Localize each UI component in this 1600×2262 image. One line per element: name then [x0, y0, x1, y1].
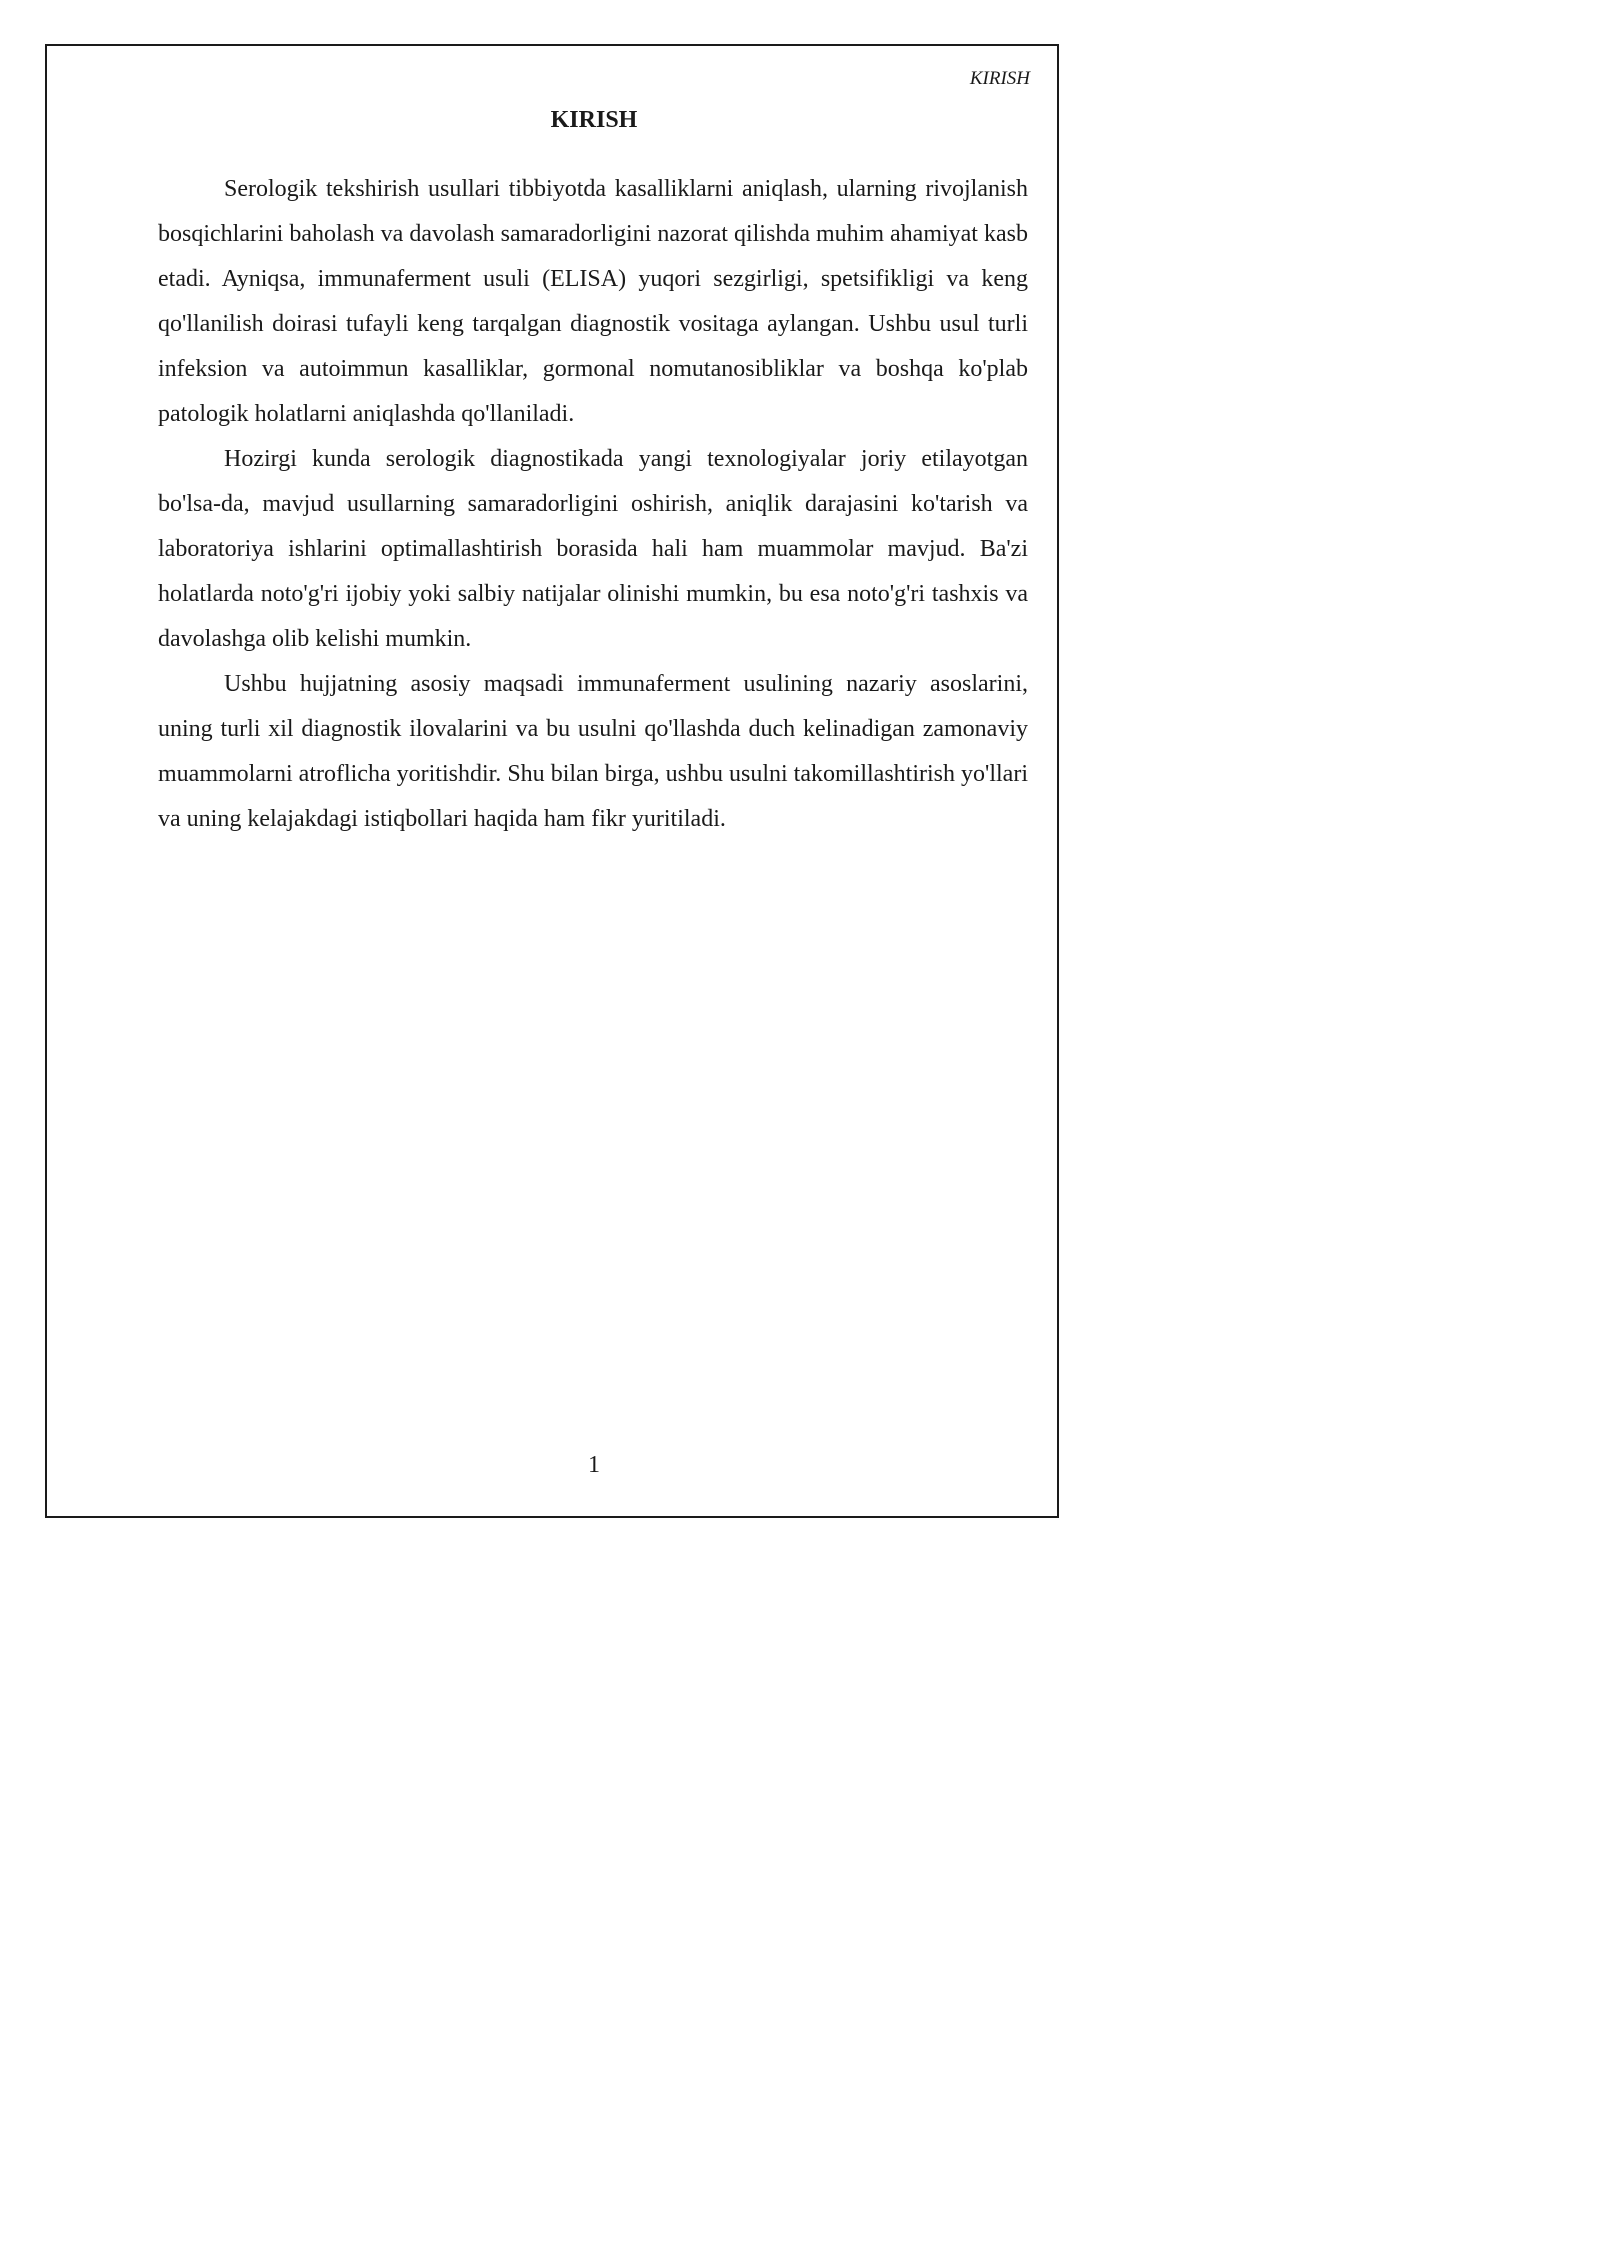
running-header: KIRISH: [969, 68, 1030, 89]
paragraph-3: Ushbu hujjatning asosiy maqsadi immunaferment usulining nazariy asoslarini, uning turli xil diagnostik ilovalarini va bu usulni qo'llashda duch kelinadigan zamonaviy muammolarni atroflicha yoritishdir. Shu bilan birga, ushbu usulni takomillashtirish yo'llari va uning kelajakdagi istiqbollari haqida ham fikr yuritiladi.: [158, 671, 1028, 832]
paragraph-1: Serologik tekshirish usullari tibbiyotda kasalliklarni aniqlash, ularning rivojlanish bosqichlarini baholash va davolash samaradorligini nazorat qilishda muhim ahamiyat kasb etadi. Ayniqsa, immunaferment usuli (ELISA) yuqori sezgirligi, spetsifikligi va keng qo'llanilish doirasi tufayli keng tarqalgan diagnostik vositaga aylangan. Ushbu usul turli infeksion va autoimmun kasalliklar, gormonal nomutanosibliklar va boshqa ko'plab patologik holatlarni aniqlashda qo'llaniladi.: [158, 176, 1028, 427]
page-number: 1: [588, 1452, 600, 1478]
paragraph-2: Hozirgi kunda serologik diagnostikada yangi texnologiyalar joriy etilayotgan bo'lsa-da, mavjud usullarning samaradorligini oshirish, aniqlik darajasini ko'tarish va laboratoriya ishlarini optimallashtirish borasida hali ham muammolar mavjud. Ba'zi holatlarda noto'g'ri ijobiy yoki salbiy natijalar olinishi mumkin, bu esa noto'g'ri tashxis va davolashga olib kelishi mumkin.: [158, 446, 1028, 652]
page-title: KIRISH: [550, 107, 638, 133]
body-text: [158, 167, 1028, 842]
